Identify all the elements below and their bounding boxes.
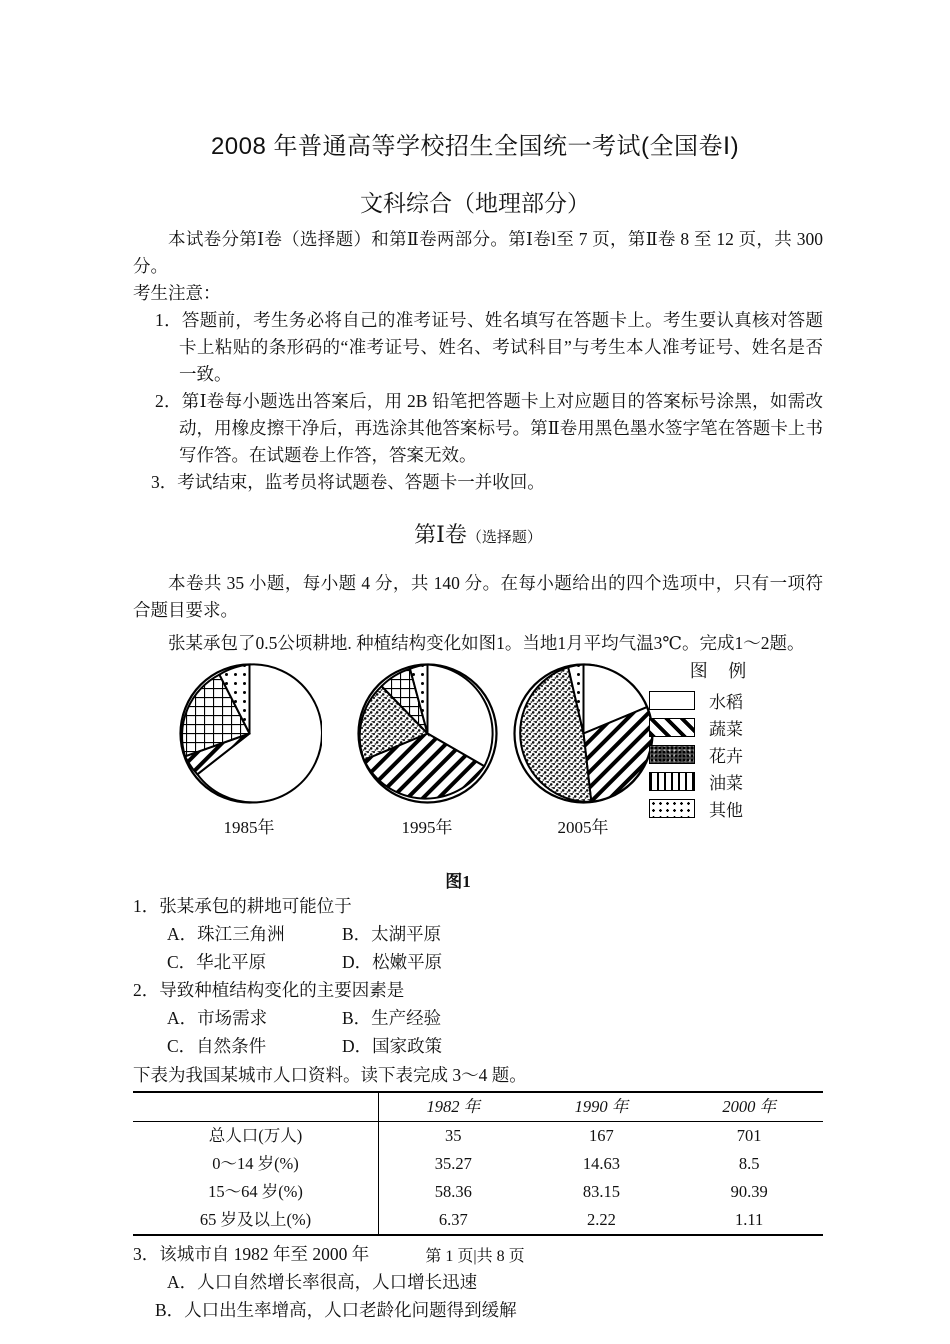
question-2-option-d[interactable]: D．国家政策 [342,1036,443,1056]
swatch-stipple-icon [649,745,695,764]
note-item-2: 2．第Ⅰ卷每小题选出答案后，用 2B 铅笔把答题卡上对应题目的答案标号涂黑，如需改动，用橡皮擦干净后，再选涂其他答案标号。第Ⅱ卷用黑色墨水签字笔在答题卡上书写作答。在试题卷上作答，答案无效。 [155,391,823,465]
question-3-option-b[interactable]: B．人口出生率增高，人口老龄化问题得到缓解 [155,1300,517,1320]
table-cell: 8.5 [738,1154,760,1173]
legend-label-flower: 花卉 [709,747,743,766]
question-2-option-c[interactable]: C．自然条件 [167,1036,267,1056]
page-subtitle: 文科综合（地理部分） [360,190,590,216]
legend-item-rapeseed [649,768,789,795]
question-3-option-a[interactable]: A．人口自然增长率很高，人口增长迅速 [167,1272,478,1292]
table-row [133,1206,823,1235]
question-1-options-row-2 [133,948,823,976]
population-table [133,1091,823,1236]
table-cell: 167 [589,1126,614,1145]
notes-list [133,307,823,496]
figure-caption: 图1 [445,872,471,891]
page-footer: 第 1 页|共 8 页 [425,1248,525,1265]
swatch-blank-icon [649,691,695,710]
table-cell: 35 [445,1126,462,1145]
table-header-corner [133,1092,379,1122]
question-2-stem: 2．导致种植结构变化的主要因素是 [133,980,405,1000]
paper-structure-text: 本试卷分第Ⅰ卷（选择题）和第Ⅱ卷两部分。第Ⅰ卷l至 7 页，第Ⅱ卷 8 至 12 页，共 300 分。 [133,229,823,276]
legend-label-other: 其他 [709,801,743,820]
table-header-row [133,1092,823,1122]
table-intro-text: 下表为我国某城市人口资料。读下表完成 3～4 题。 [133,1065,527,1085]
question-2-option-b[interactable]: B．生产经验 [342,1008,442,1028]
table-row-label-65plus: 65 岁及以上(%) [133,1206,379,1235]
legend-item-flower [649,741,789,768]
table-cell: 90.39 [730,1182,768,1201]
legend-item-rice [649,687,789,714]
intro-block [133,226,823,1324]
legend-label-vegetable: 蔬菜 [709,720,743,739]
table-cell: 58.36 [434,1182,472,1201]
pie-caption-1985: 1985年 [223,818,275,837]
question-3-stem: 3．该城市自 1982 年至 2000 年 [133,1244,370,1264]
question-1-option-d[interactable]: D．松嫩平原 [342,952,443,972]
figure-1 [133,661,823,861]
legend-label-rapeseed: 油菜 [709,774,743,793]
legend-item-other [649,795,789,822]
pie-chart-1985 [177,661,322,806]
section-heading [133,496,823,551]
legend-item-vegetable [649,714,789,741]
table-cell: 14.63 [582,1154,620,1173]
table-cell: 1.11 [735,1210,764,1229]
pie-caption-2005: 2005年 [557,818,609,837]
table-cell: 6.37 [438,1210,468,1229]
section-heading-main: 第Ⅰ卷 [414,522,467,547]
question-2-option-a[interactable]: A．市场需求 [167,1008,268,1028]
note-item-1: 1．答题前，考生务必将自己的准考证号、姓名填写在答题卡上。考生要认真核对答题卡上粘贴的条形码的“准考证号、姓名、考试科目”与考生本人准考证号、姓名是否一致。 [155,310,823,384]
question-1-option-c[interactable]: C．华北平原 [167,952,267,972]
table-row [133,1122,823,1151]
table-cell: 2.22 [586,1210,616,1229]
swatch-grid-icon [649,772,695,791]
question-2-options-row-2 [133,1032,823,1060]
question-1-option-a[interactable]: A．珠江三角洲 [167,924,285,944]
legend-title: 图 例 [689,661,755,681]
figure-legend [649,657,789,822]
table-cell: 83.15 [582,1182,620,1201]
pie-caption-1995: 1995年 [401,818,453,837]
question-2-options-row-1 [133,1004,823,1032]
question-1-options-row-1 [133,920,823,948]
swatch-dots-icon [649,799,695,818]
swatch-diagonal-icon [649,718,695,737]
pie-chart-1995 [355,661,500,806]
table-header-2000: 2000 年 [722,1097,776,1116]
figure-intro-text: 张某承包了0.5公顷耕地. 种植结构变化如图1。当地1月平均气温3℃。完成1～2题。 [168,633,805,653]
pie-chart-2005 [511,661,656,806]
table-row-label-15-64: 15～64 岁(%) [133,1178,379,1206]
table-row-label-0-14: 0～14 岁(%) [133,1150,379,1178]
question-1-option-b[interactable]: B．太湖平原 [342,924,442,944]
table-row-label-total: 总人口(万人) [133,1122,379,1151]
notice-label: 考生注意： [133,283,221,303]
legend-label-rice: 水稻 [709,693,743,712]
section-heading-sub: （选择题） [466,530,542,546]
page-title: 2008 年普通高等学校招生全国统一考试(全国卷Ⅰ) [210,133,740,160]
note-item-3: 3．考试结束，监考员将试题卷、答题卡一并收回。 [151,472,545,492]
section-instructions: 本卷共 35 小题，每小题 4 分，共 140 分。在每小题给出的四个选项中，只有一项符合题目要求。 [133,573,823,620]
table-header-1982: 1982 年 [426,1097,481,1116]
table-cell: 701 [736,1126,762,1145]
table-header-1990: 1990 年 [574,1097,629,1116]
table-row [133,1178,823,1206]
table-cell: 35.27 [434,1154,472,1173]
table-row [133,1150,823,1178]
question-1-stem: 1．张某承包的耕地可能位于 [133,896,352,916]
